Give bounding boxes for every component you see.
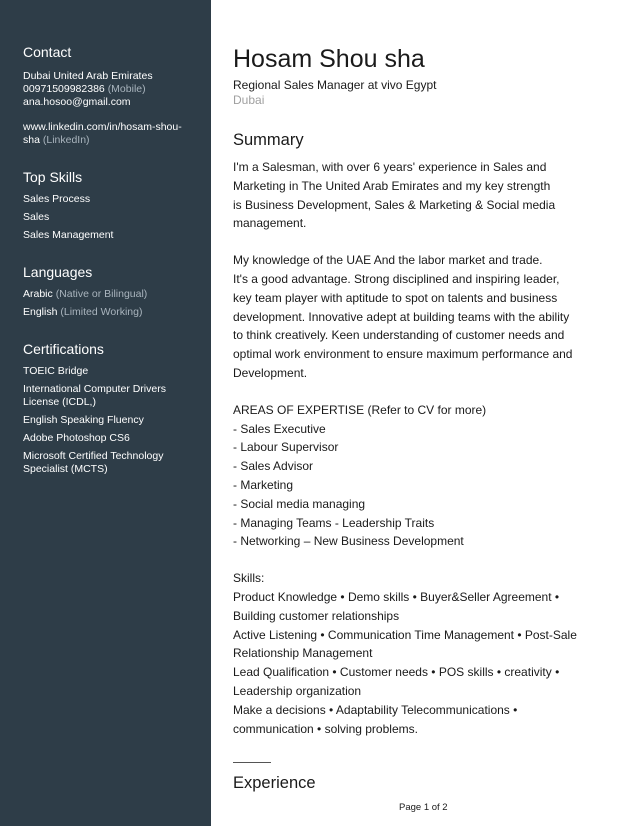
language-item	[23, 288, 203, 301]
page-number: Page 1 of 2	[399, 802, 448, 813]
text-line: Product Knowledge • Demo skills • Buyer&Seller Agreement •	[233, 589, 560, 604]
certifications-section	[23, 341, 203, 476]
text-line: - Labour Supervisor	[233, 440, 339, 455]
summary-paragraph-1	[233, 158, 623, 233]
top-skills-section	[23, 169, 203, 242]
contact-heading: Contact	[23, 44, 72, 60]
text-line: AREAS OF EXPERTISE (Refer to CV for more)	[233, 402, 487, 417]
language-level: (Native or Bilingual)	[55, 288, 148, 300]
certifications-heading: Certifications	[23, 341, 104, 357]
linkedin-tag: (LinkedIn)	[42, 134, 90, 146]
phone-tag: (Mobile)	[107, 83, 146, 95]
text-line: - Networking – New Business Development	[233, 534, 464, 549]
certification-item: TOEIC Bridge	[23, 365, 89, 377]
certification-item: International Computer Drivers License (ICDL,)	[23, 383, 166, 408]
certification-item: Microsoft Certified Technology Specialist (MCTS)	[23, 450, 164, 475]
text-line: My knowledge of the UAE And the labor market and trade.	[233, 253, 543, 268]
text-line: optimal work environment to ensure maximum performance and	[233, 347, 573, 362]
text-line: - Sales Executive	[233, 421, 326, 436]
language-level: (Limited Working)	[60, 306, 143, 318]
language-name: Arabic	[23, 288, 53, 300]
languages-section	[23, 264, 203, 319]
sidebar-content	[23, 44, 203, 481]
summary-paragraph-2	[233, 251, 623, 383]
text-line: Make a decisions • Adaptability Telecommunications •	[233, 702, 518, 717]
linkedin-link[interactable]	[23, 121, 203, 147]
language-name: English	[23, 306, 58, 318]
expertise-list	[233, 401, 623, 551]
main-content	[233, 44, 623, 793]
text-line: - Managing Teams - Leadership Traits	[233, 515, 435, 530]
profile-name: Hosam Shou sha	[233, 45, 425, 73]
text-line: key team player with aptitude to spot on talents and business	[233, 290, 558, 305]
text-line: Marketing in The United Arab Emirates and my key strength	[233, 178, 551, 193]
text-line: - Marketing	[233, 477, 294, 492]
top-skills-heading: Top Skills	[23, 169, 83, 185]
skill-item: Sales	[23, 211, 50, 223]
skills-list	[233, 569, 623, 738]
profile-location: Dubai	[233, 93, 265, 107]
text-line: - Social media managing	[233, 496, 366, 511]
section-divider	[233, 762, 271, 763]
profile-headline: Regional Sales Manager at vivo Egypt	[233, 78, 437, 92]
skill-item: Sales Management	[23, 229, 114, 241]
text-line: communication • solving problems.	[233, 721, 418, 736]
text-line: Relationship Management	[233, 646, 373, 661]
certification-item: English Speaking Fluency	[23, 414, 144, 426]
contact-address: Dubai United Arab Emirates	[23, 70, 153, 82]
language-item	[23, 306, 203, 319]
linkedin-url-line2[interactable]: sha	[23, 134, 40, 146]
text-line: to think creatively. Keen understanding of customer needs and	[233, 328, 565, 343]
skill-item: Sales Process	[23, 193, 91, 205]
certification-item: Adobe Photoshop CS6	[23, 432, 130, 444]
text-line: - Sales Advisor	[233, 459, 314, 474]
text-line: is Business Development, Sales & Marketing & Social media	[233, 197, 556, 212]
summary-heading: Summary	[233, 131, 304, 149]
text-line: Building customer relationships	[233, 608, 400, 623]
text-line: management.	[233, 216, 307, 231]
contact-email[interactable]: ana.hosoo@gmail.com	[23, 96, 131, 108]
contact-phone	[23, 83, 203, 96]
languages-heading: Languages	[23, 264, 93, 280]
text-line: Active Listening • Communication Time Management • Post-Sale	[233, 627, 577, 642]
phone-number[interactable]: 00971509982386	[23, 83, 105, 95]
text-line: development. Innovative adept at building teams with the ability	[233, 309, 570, 324]
sidebar	[0, 0, 211, 826]
text-line: Lead Qualification • Customer needs • POS skills • creativity •	[233, 665, 560, 680]
text-line: Skills:	[233, 571, 265, 586]
text-line: It's a good advantage. Strong disciplined and inspiring leader,	[233, 271, 560, 286]
text-line: Leadership organization	[233, 683, 362, 698]
text-line: I'm a Salesman, with over 6 years' experience in Sales and	[233, 160, 547, 174]
experience-heading: Experience	[233, 774, 316, 793]
linkedin-url-line1[interactable]: www.linkedin.com/in/hosam-shou-	[23, 121, 182, 133]
text-line: Development.	[233, 365, 308, 380]
